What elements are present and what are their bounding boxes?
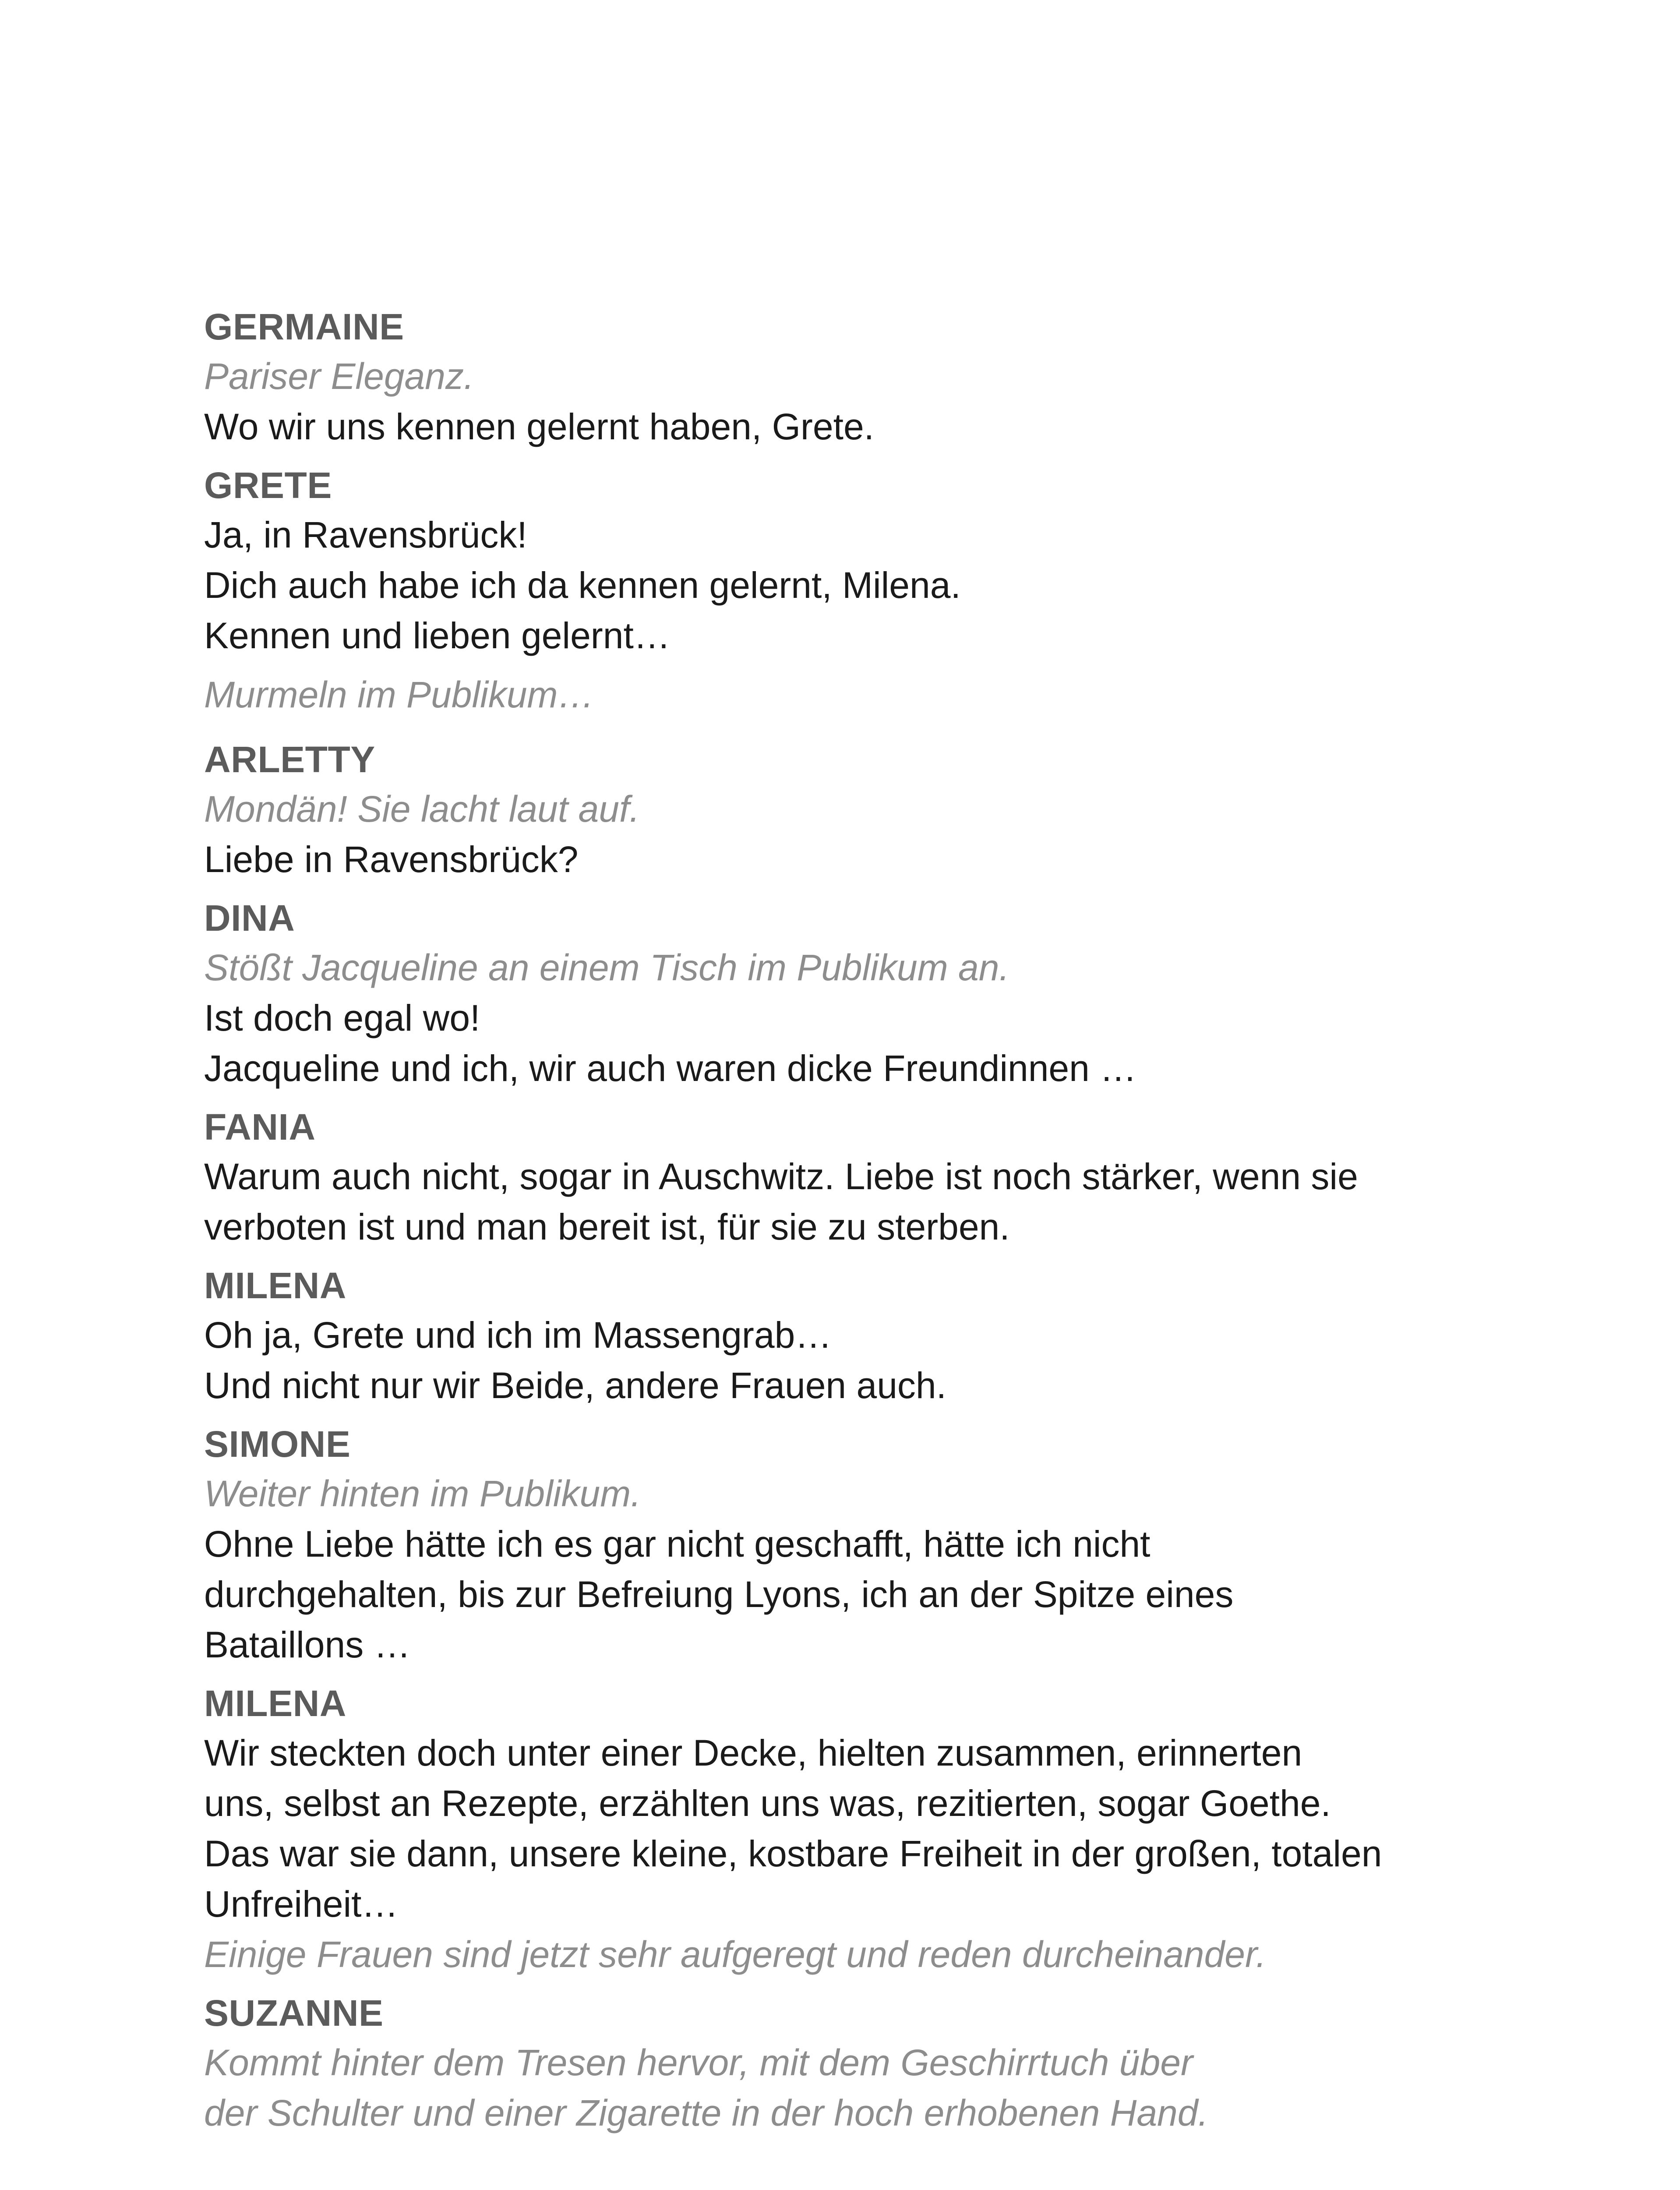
- stage-direction: Stößt Jacqueline an einem Tisch im Publikum an.: [204, 947, 1009, 988]
- dialogue-line: Ist doch egal wo!: [204, 997, 480, 1038]
- speaker-germaine: GERMAINE: [204, 306, 404, 347]
- stage-direction: der Schulter und einer Zigarette in der hoch erhobenen Hand.: [204, 2092, 1208, 2133]
- dialogue-line: verboten ist und man bereit ist, für sie zu sterben.: [204, 1206, 1010, 1247]
- script-text: [204, 302, 1518, 2138]
- stage-direction: Mondän! Sie lacht laut auf.: [204, 788, 640, 830]
- dialogue-line: Das war sie dann, unsere kleine, kostbare Freiheit in der großen, totalen: [204, 1833, 1382, 1874]
- dialogue-line: Oh ja, Grete und ich im Massengrab…: [204, 1314, 832, 1356]
- speaker-dina: DINA: [204, 897, 295, 939]
- dialogue-line: uns, selbst an Rezepte, erzählten uns was, rezitierten, sogar Goethe.: [204, 1783, 1331, 1824]
- dialogue-line: Wir steckten doch unter einer Decke, hielten zusammen, erinnerten: [204, 1732, 1302, 1773]
- dialogue-line: Liebe in Ravensbrück?: [204, 839, 579, 880]
- dialogue-line: Und nicht nur wir Beide, andere Frauen auch.: [204, 1365, 946, 1406]
- stage-direction: Kommt hinter dem Tresen hervor, mit dem Geschirrtuch über: [204, 2042, 1193, 2083]
- dialogue-line: Kennen und lieben gelernt…: [204, 615, 671, 656]
- speaker-milena: MILENA: [204, 1265, 346, 1306]
- dialogue-line: Ohne Liebe hätte ich es gar nicht geschafft, hätte ich nicht: [204, 1523, 1151, 1565]
- stage-direction: Weiter hinten im Publikum.: [204, 1473, 641, 1514]
- stage-direction: Murmeln im Publikum…: [204, 674, 595, 715]
- dialogue-line: Jacqueline und ich, wir auch waren dicke Freundinnen …: [204, 1048, 1137, 1089]
- dialogue-line: Wo wir uns kennen gelernt haben, Grete.: [204, 406, 875, 447]
- speaker-suzanne: SUZANNE: [204, 1992, 384, 2034]
- dialogue-line: Bataillons …: [204, 1624, 411, 1665]
- speaker-arletty: ARLETTY: [204, 739, 375, 780]
- dialogue-line: Ja, in Ravensbrück!: [204, 514, 527, 555]
- dialogue-line: Unfreiheit…: [204, 1883, 399, 1925]
- speaker-fania: FANIA: [204, 1106, 316, 1148]
- dialogue-line: Warum auch nicht, sogar in Auschwitz. Liebe ist noch stärker, wenn sie: [204, 1156, 1358, 1197]
- dialogue-line: Dich auch habe ich da kennen gelernt, Milena.: [204, 565, 961, 606]
- speaker-simone: SIMONE: [204, 1424, 351, 1465]
- stage-direction: Pariser Eleganz.: [204, 356, 474, 397]
- stage-direction: Einige Frauen sind jetzt sehr aufgeregt und reden durcheinander.: [204, 1934, 1267, 1975]
- speaker-grete: GRETE: [204, 465, 332, 506]
- dialogue-line: durchgehalten, bis zur Befreiung Lyons, ich an der Spitze eines: [204, 1574, 1234, 1615]
- speaker-milena: MILENA: [204, 1683, 346, 1724]
